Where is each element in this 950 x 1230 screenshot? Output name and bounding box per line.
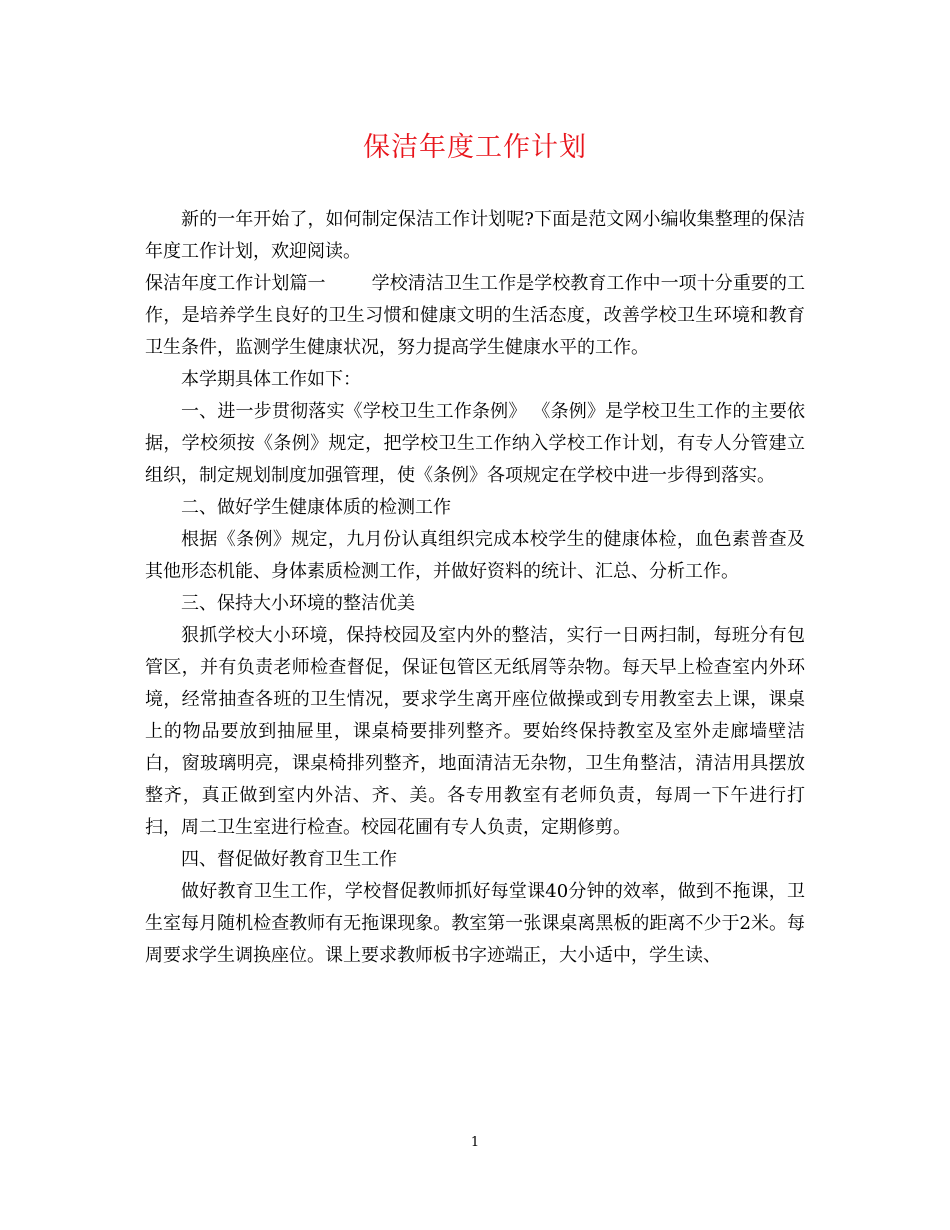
item-two-heading: 二、做好学生健康体质的检测工作 <box>181 497 451 518</box>
item-four-paragraph: 做好教育卫生工作，学校督促教师抓好每堂课40分钟的效率，做到不拖课，卫生室每月随机检查教师有无拖课现象。教室第一张课桌离黑板的距离不少于2米。每周要求学生调换座位。课上要求教师板书字迹端正，大小适中，学生读、 <box>145 881 805 966</box>
item-one-paragraph: 一、进一步贯彻落实《学校卫生工作条例》 《条例》是学校卫生工作的主要依据，学校须按《条例》规定，把学校卫生工作纳入学校工作计划，有专人分管建立组织，制定规划制度加强管理，使《条例》各项规定在学校中进一步得到落实。 <box>145 401 805 486</box>
document-body <box>145 204 805 972</box>
intro-paragraph: 新的一年开始了，如何制定保洁工作计划呢?下面是范文网小编收集整理的保洁年度工作计划，欢迎阅读。 <box>145 209 805 262</box>
item-four-heading: 四、督促做好教育卫生工作 <box>181 849 397 870</box>
page-number: 1 <box>470 1135 480 1150</box>
item-two-paragraph: 根据《条例》规定，九月份认真组织完成本校学生的健康体检，血色素普查及其他形态机能、身体素质检测工作，并做好资料的统计、汇总、分析工作。 <box>145 529 805 582</box>
section-one-heading: 保洁年度工作计划篇一 <box>145 273 326 294</box>
item-three-heading: 三、保持大小环境的整洁优美 <box>181 593 415 614</box>
document-title: 保洁年度工作计划 <box>363 132 587 163</box>
section-one-paragraph <box>145 268 805 364</box>
work-intro-paragraph: 本学期具体工作如下： <box>181 369 361 390</box>
section-one-text: 学校清洁卫生工作是学校教育工作中一项十分重要的工作，是培养学生良好的卫生习惯和健康文明的生活态度，改善学校卫生环境和教育卫生条件，监测学生健康状况，努力提高学生健康水平的工作。 <box>145 273 806 358</box>
item-three-paragraph: 狠抓学校大小环境，保持校园及室内外的整洁，实行一日两扫制，每班分有包管区，并有负责老师检查督促，保证包管区无纸屑等杂物。每天早上检查室内外环境，经常抽查各班的卫生情况，要求学生离开座位做操或到专用教室去上课，课桌上的物品要放到抽屉里，课桌椅要排列整齐。要始终保持教室及室外走廊墙壁洁白，窗玻璃明亮，课桌椅排列整齐，地面清洁无杂物，卫生角整洁，清洁用具摆放整齐，真正做到室内外洁、齐、美。各专用教室有老师负责，每周一下午进行打扫，周二卫生室进行检查。校园花圃有专人负责，定期修剪。 <box>145 625 805 838</box>
